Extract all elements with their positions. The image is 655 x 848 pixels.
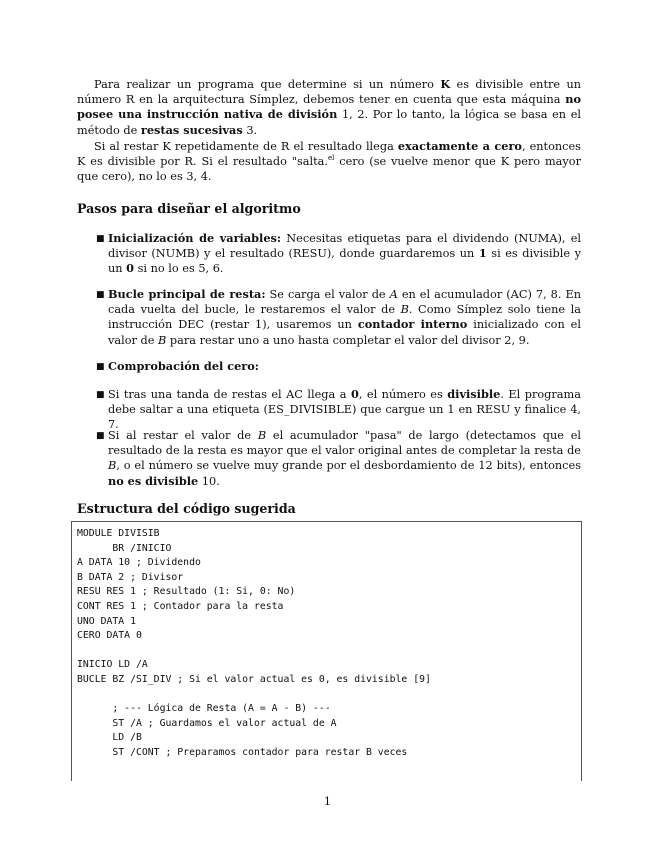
intro-paragraph-1: Para realizar un programa que determine si un número K es divisible entre un número R en la arquitectura Símplez, debemos tener en cuenta que esta máquina no posee una instrucción nativa de división 1, 2. Por lo tanto, la lógica se basa en el método de restas sucesivas 3. xyxy=(77,77,581,137)
page-number: 1 xyxy=(323,795,332,808)
section-heading-code: Estructura del código sugerida xyxy=(77,501,296,516)
bullet-icon: ■ xyxy=(96,362,105,372)
list-item: Comprobación del cero: xyxy=(108,359,259,373)
section-heading-steps: Pasos para diseñar el algoritmo xyxy=(77,201,301,216)
list-item: Inicialización de variables: Necesitas etiquetas para el dividendo (NUMA), el divisor (NUMB) y el resultado (RESU), donde guardaremos un 1 si es divisible y un 0 si no lo es 5, 6. xyxy=(108,231,581,276)
bullet-icon: ■ xyxy=(96,234,105,244)
list-item: Bucle principal de resta: Se carga el valor de A en el acumulador (AC) 7, 8. En cada vuelta del bucle, le restaremos el valor de B. Como Símplez solo tiene la instrucción DEC (restar 1), usaremos un contador interno inicializado con el valor de B para restar uno a uno hasta completar el valor del divisor 2, 9. xyxy=(108,287,581,347)
bullet-icon: ■ xyxy=(96,290,105,300)
list-item: Si tras una tanda de restas el AC llega a 0, el número es divisible. El programa debe saltar a una etiqueta (ES_DIVISIBLE) que cargue un 1 en RESU y finalice 4, 7. xyxy=(108,387,581,432)
intro-paragraph-2: Si al restar K repetidamente de R el resultado llega exactamente a cero, entonces K es divisible por R. Si el resultado "salta.$^{el}$ cero (se vuelve menor que K pero mayor que cero), no lo es 3, 4. xyxy=(77,139,581,184)
bullet-icon: ■ xyxy=(96,431,105,441)
bullet-icon: ■ xyxy=(96,390,105,400)
list-item: Si al restar el valor de B el acumulador "pasa" de largo (detectamos que el resultado de la resta es mayor que el valor original antes de completar la resta de B, o el número se vuelve muy grande por el desbordamiento de 12 bits), entonces no es divisible 10. xyxy=(108,429,582,488)
code-listing-box xyxy=(71,521,582,781)
code-listing: MODULE DIVISIB BR /INICIO A DATA 10 ; Dividendo B DATA 2 ; Divisor RESU RES 1 ; Resultado (1: Si, 0: No) CONT RES 1 ; Contador para la resta UNO DATA 1 CERO DATA 0 INICIO LD /A BUCLE BZ /SI_DIV ; Si el valor actual es 0, es divisible [9] ; --- Lógica de Resta (A = A - B) --- ST /A ; Guardamos el valor actual de A LD /B ST /CONT ; Preparamos contador para restar B veces xyxy=(77,528,431,758)
